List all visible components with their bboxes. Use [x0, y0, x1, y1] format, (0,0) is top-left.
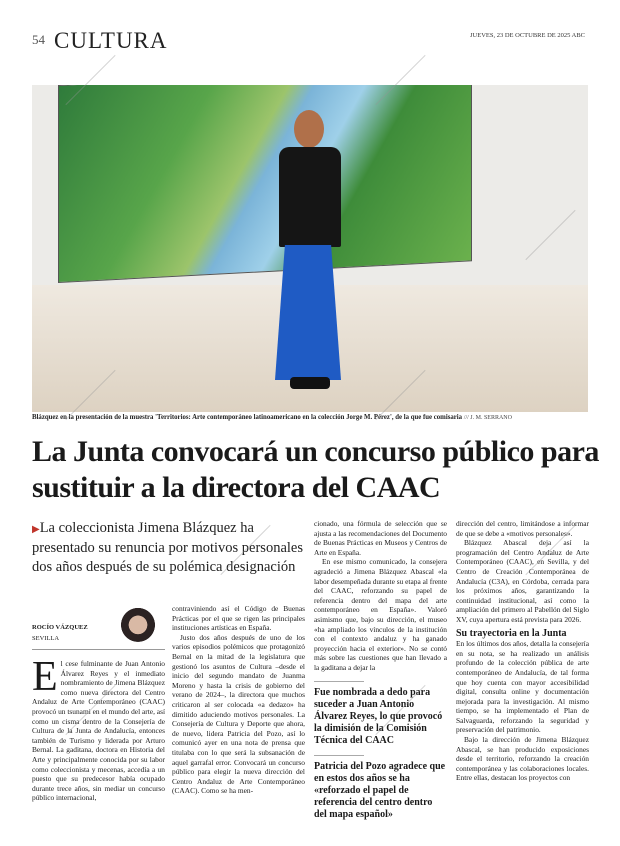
body-paragraph: En ese mismo comunicado, la consejera agradeció a Jimena Blázquez Abascal «la labor desempeñada durante su etapa al frente del CAAC, reforzando su papel de referencia dentro del mapa del arte contemporáneo en España». Valoró asimismo que, bajo su dirección, el museo «ha ampliado los vínculos de la institución con el contexto andaluz y ha ganado proyección hacia el exterior». No se contó más sobre las cuestiones que han llevado a la gaditana a dejar la [314, 557, 447, 672]
subheading: Su trayectoria en la Junta [456, 627, 567, 639]
author: ROCÍO VÁZQUEZ [32, 624, 88, 631]
dateline: JUEVES, 23 DE OCTUBRE DE 2025 ABC [470, 32, 586, 39]
subtitle-text: La coleccionista Jimena Blázquez ha presentado su renuncia por motivos personales dos años después de su polémica designación [32, 520, 303, 575]
painting [58, 85, 472, 283]
column-4 [456, 519, 589, 783]
column-2 [172, 604, 305, 796]
body-paragraph: Justo dos años después de uno de los varios episodios polémicos que protagonizó Bernal en la mitad de la legislatura que gestionó los asuntos de Cultura –desde el inicio del segundo mandato de Juanma Moreno y hasta la crisis de gobierno del verano de 2024–, la directora que muchos criticaron al ser colocada «a dedazo» ha dimitido aduciendo motivos personales. La Consejería de Cultura y Deporte que ahora, de nuevo, lidera Patricia del Pozo, así lo comunicó ayer en una nota de prensa que titulaba con lo que será la subsanación de aquel garrafal error. Convocará un concurso público para elegir la nueva dirección del Centro Andaluz de Arte Contemporáneo (CAAC). Como se ha men- [172, 632, 305, 796]
drop-cap: E [32, 654, 58, 700]
body-paragraph: Blázquez Abascal deja así la programación del Centro Andaluz de Arte Contemporáneo (CAAC), en Sevilla, y del Centro de Creación Contemporánea de Andalucía (C3A), en Córdoba, cerrada para los próximos años, garantizando la continuidad institucional, así como la ampliación del primero al Pabellón del Siglo XV, cuya apertura está prevista para 2026. [456, 538, 589, 624]
headline: La Junta convocará un concurso público para sustituir a la directora del CAAC [32, 435, 599, 504]
pull-quote-text: Fue nombrada a dedo para suceder a Juan Antonio Álvarez Reyes, lo que provocó la dimisión de la Comisión Técnica del CAAC [314, 686, 443, 746]
pull-quote-2 [314, 755, 447, 821]
divider [314, 755, 364, 756]
person-skirt [275, 245, 341, 380]
body-paragraph: cionado, una fórmula de selección que se ajusta a las recomendaciones del Documento de Buenas Prácticas en Museos y Centros de Arte en España. [314, 519, 447, 557]
caption-text: Blázquez en la presentación de la muestra 'Territorios: Arte contemporáneo latinoamericano en la colección Jorge M. Pérez', de la que fue comisaria [32, 414, 463, 421]
photo-caption [32, 414, 588, 422]
pull-quote-1 [314, 681, 447, 747]
divider [314, 681, 364, 682]
main-photo [32, 85, 588, 412]
body-paragraph: dirección del centro, limitándose a informar de que se debe a «motivos personales». [456, 519, 589, 538]
section-title: CULTURA [54, 28, 168, 53]
pull-quote-text: Patricia del Pozo agradece que en estos dos años se ha «reforzado el papel de referencia del centro dentro del mapa español» [314, 760, 446, 820]
photo-credit: /// J. M. SERRANO [463, 415, 512, 421]
column-3 [314, 519, 447, 821]
body-paragraph: Bajo la dirección de Jimena Blázquez Abascal, se han producido exposiciones desde el territorio, reforzando la creación contemporánea y las colaboraciones locales. Entre ellas, destacan los proyectos con [456, 735, 589, 783]
body-paragraph: contraviniendo así el Código de Buenas Prácticas por el que se rigen las principales instituciones artísticas en España. [172, 604, 305, 633]
person-top [279, 147, 341, 247]
divider [32, 649, 165, 650]
person-head [294, 110, 324, 148]
subtitle [32, 519, 304, 577]
person-shoes [290, 377, 330, 389]
location: SEVILLA [32, 635, 60, 642]
column-1 [32, 654, 165, 803]
body-paragraph: En los últimos dos años, detalla la consejería en su nota, se ha realizado un análisis profundo de la colección pública de arte contemporáneo de Andalucía, de tal forma que hoy cuenta con mayor accesibilidad digital, consulta online y documentación mejorada para la investigación. Al mismo tiempo, se ha implementado el Plan de Salvaguarda, reforzando la seguridad y preservación del patrimonio. [456, 639, 589, 735]
page-number: 54 [32, 32, 45, 47]
triangle-icon: ▶ [32, 524, 40, 535]
author-avatar [118, 606, 158, 648]
body-text: l cese fulminante de Juan Antonio Álvarez Reyes y el inmediato nombramiento de Jimena Blázquez como nueva directora del Centro Andaluz de Arte Contemporáneo (CAAC) provocó un tsunami en el mundo del arte, así como un cisma dentro de la Consejería de Cultura de la Junta de Andalucía, entonces también de Turismo y liderada por Arturo Bernal. La gaditana, doctora en Historia del Arte y principalmente conocida por su labor como coleccionista y mecenas, accedía a un puesto que su predecesor había ocupado durante trece años, sin mediar un concurso público internacional, [32, 659, 165, 803]
